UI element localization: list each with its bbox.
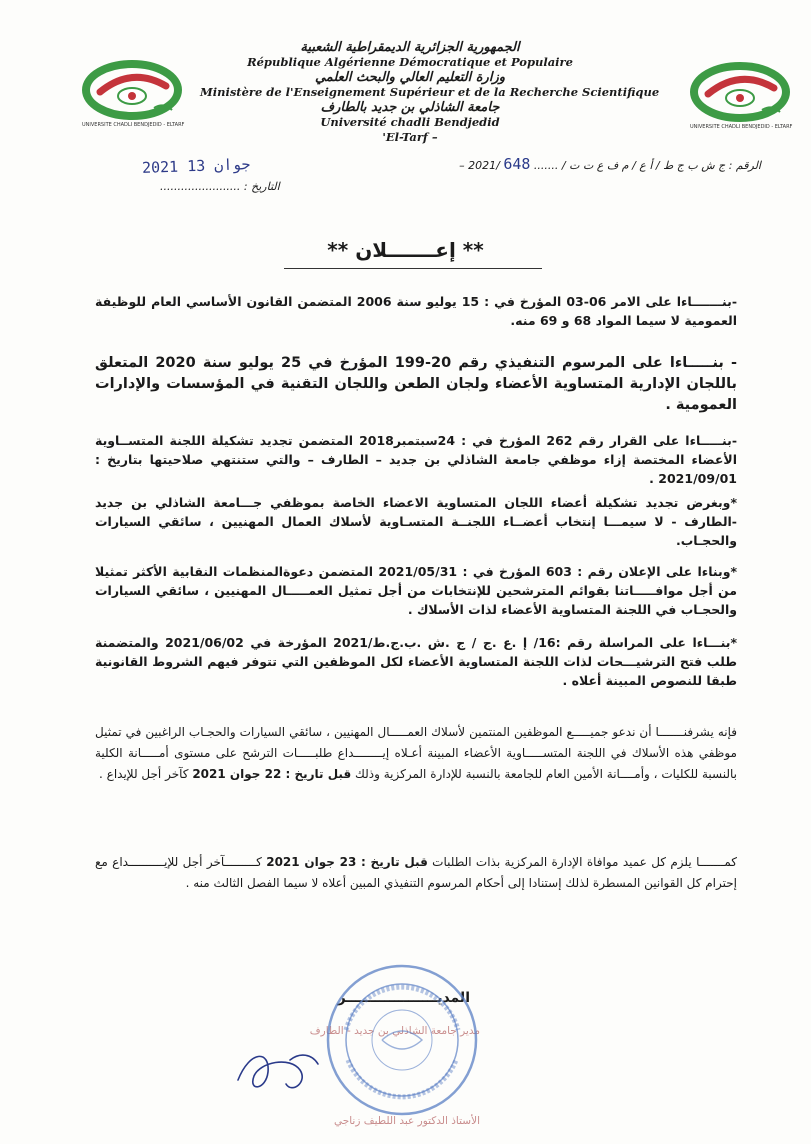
header-line-ministry-ar: وزارة التعليم العالي والبحث العلمي — [314, 70, 506, 85]
paragraph-invitation — [95, 722, 737, 785]
paragraph-legal-basis-3: -بنـــــاءا على القرار رقم 262 المؤرخ في : 24سبتمبر2018 المتضمن تجديد تشكيلة اللجنة المتســاوية الأعضاء المختصة إزاء موظفي جامعة الشاذلي بن جديد – الطارف – والتي ستنتهي صلاحيتها بتاريخ : 2021/09/01 . — [95, 433, 738, 486]
paragraph-legal-basis-2: - بنـــــاءا على المرسوم التنفيذي رقم 20-199 المؤرخ في 25 يوليو سنة 2020 المتعلق باللجان الإدارية المتساوية الأعضاء ولجان الطعن واللجان التقنية في المؤسسات والإدارات العمومية . — [95, 355, 737, 413]
dean-obligation-text: كمـــــــا يلزم كل عميد موافاة الإدارة المركزية بذات الطلبات — [427, 855, 737, 869]
document-header — [200, 40, 660, 145]
date-stamp: 2021 جوان 13 — [141, 155, 251, 177]
signature-role: مدير جامعة الشاذلي بن جديد - الطارف — [309, 1025, 480, 1037]
dean-obligation-deadline: قبل تاريخ : 23 جوان 2021 — [266, 855, 428, 869]
reference-label: الرقم : ج ش ب ج ط / أ ع / م ف ع ت ت / ....... — [533, 159, 761, 172]
university-logo-mark — [690, 60, 790, 124]
announcement-title: ** إعـــــــلان ** — [327, 238, 484, 262]
paragraph-purpose: *وبغرض تجديد تشكيلة أعضاء اللجان المتساوية الاعضاء الخاصة بموظفي جـــامعة الشاذلي بن جديد -الطارف - لا سيمـــا إنتخاب أعضــاء اللجنــة المتسـاوية لأسلاك العمال المهنيين ، سائقي السيارات والحجـاب. — [95, 495, 737, 548]
title-underline — [284, 268, 542, 269]
paragraph-correspondence-ref: *بنـــاءا على المراسلة رقم :16/ إ .ع .ج / ج .ش .ب.ج.ط/2021 المؤرخة في 2021/06/02 والمتضمنة طلب فتح الترشيـــحات لذات اللجنة المتساوية الأعضاء لكل الموظفين التي تتوفر فيهم الشروط القانونية طبقا للنصوص المبينة أعلاه . — [95, 635, 737, 688]
header-line-ministry-fr: Ministère de l'Enseignement Supérieur et de la Recherche Scientifique — [200, 85, 660, 99]
logo-caption: UNIVERSITE CHADLI BENDJEDID - ELTARF — [690, 124, 793, 130]
invitation-text: فإنه يشرفنـــــــا أن ندعو جميـــــع الموظفين المنتمين لأسلاك العمـــــال المهنيين ، سائقي السيارات والحجـاب الراغبين في تمثيل موظفي هذه الأسلاك في اللجنة المتســـــاوية الأعضاء المبينة أعـلاه إيــــــــداع طلبـــــات الترشح على مستوى أمـــــانة الكلية بالنسبة للكليات ، وأمــــانة الأمين العام للجامعة بالنسبة للإدارة المركزية وذلك — [95, 725, 737, 781]
signature-title: المديـــــــــــــــــــر — [337, 990, 470, 1006]
paragraph-announcement-ref: *وبناءا على الإعلان رقم : 603 المؤرخ في : 2021/05/31 المتضمن دعوةالمنظمات النقابية الأكثر تمثيلا من أجل موافـــــاتنا بقوائم المترشحين للإنتخابات من أجل تمثيل العمـــــال المهنيين ، سائقي السيارات والحجـاب في اللجنة المتساوية الأعضاء لذات الأسلاك . — [95, 564, 737, 617]
invitation-text-end: كآخر أجل للإيداع . — [99, 767, 193, 781]
reference-handwritten-number: 648 — [503, 155, 531, 173]
header-line-university-ar: جامعة الشاذلي بن جديد بالطارف — [320, 100, 500, 115]
official-seal — [322, 960, 482, 1120]
reference-year: /2021 – — [459, 159, 500, 172]
logo-caption: UNIVERSITE CHADLI BENDJEDID - ELTARF — [82, 122, 185, 128]
header-line-republic-fr: République Algérienne Démocratique et Populaire — [247, 55, 573, 69]
date-label: التاريخ : ....................... — [160, 180, 280, 193]
header-line-university-fr: Université chadli Bendjedid — [320, 115, 500, 129]
invitation-deadline: قبل تاريخ : 22 جوان 2021 — [192, 767, 352, 781]
paragraph-dean-obligation — [95, 852, 737, 894]
university-logo-right — [690, 60, 793, 138]
header-line-republic-ar: الجمهورية الجزائرية الديمقراطية الشعبية — [300, 40, 520, 55]
paragraph-legal-basis-1: -بنـــــــاءا على الامر 06-03 المؤرخ في : 15 يوليو سنة 2006 المتضمن القانون الأساسي العام للوظيفة العمومية لا سيما المواد 68 و 69 منه. — [95, 294, 738, 328]
header-line-city: 'El-Tarf – — [382, 130, 438, 144]
dean-obligation-text-end: كـــــــــآخر أجل للإيــــــــــداع مع إحترام كل القوانين المسطرة لذلك إستنادا إلى أحكام المرسوم التنفيذي المبين أعلاه لا سيما الفصل الثالث منه . — [95, 855, 737, 890]
university-logo-left — [82, 58, 185, 136]
signature-name: الأستاذ الدكتور عبد اللطيف زناجي — [333, 1115, 480, 1127]
university-logo-mark — [82, 58, 182, 122]
handwritten-signature — [230, 1040, 330, 1100]
reference-number — [459, 155, 761, 173]
